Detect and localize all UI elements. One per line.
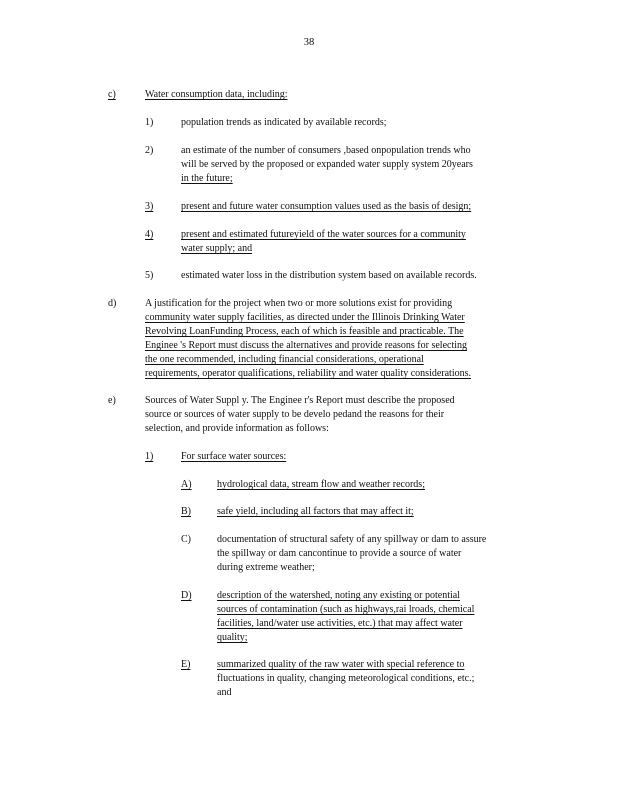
e-item-e-text: summarized quality of the raw water with special reference to fluctuations in quality, changing meteorological conditions, etc.; and — [217, 659, 475, 698]
section-c-label: c) — [108, 89, 116, 100]
c-item-4-label: 4) — [145, 229, 154, 240]
c-item-3-label: 3) — [145, 201, 154, 212]
section-e-text: Sources of Water Suppl y. The Enginee r's Report must describe the proposed source or sources of water supply to be develo pedand the reasons for their selection, and provide information as follows: — [145, 395, 455, 434]
e-sub-1-heading: For surface water sources: — [181, 451, 287, 462]
c-item-1-label: 1) — [145, 117, 154, 128]
c-item-3-text: present and future water consumption values used as the basis of design; — [181, 201, 472, 212]
c-item-1-text: population trends as indicated by available records; — [181, 117, 387, 128]
e-item-e-label: E) — [181, 659, 191, 670]
e-item-c-text: documentation of structural safety of any spillway or dam to assure the spillway or dam cancontinue to provide a source of water during extreme weather; — [217, 534, 487, 573]
section-d-text: A justification for the project when two or more solutions exist for providing community water supply facilities, as directed under the Illinois Drinking Water Revolving LoanFunding Process, each of which is feasible and practicable. The Enginee 's Report must discuss the alternatives and provide reasons for selecting the one recommended, including financial considerations, operational requirements, operator qualifications, reliability and water quality considerations. — [145, 298, 472, 379]
c-item-5-text: estimated water loss in the distribution system based on available records. — [181, 270, 477, 281]
c-item-4-text: present and estimated futureyield of the water sources for a community water supply; and — [181, 229, 466, 254]
e-item-a-text: hydrological data, stream flow and weather records; — [217, 479, 425, 490]
section-d-label: d) — [108, 298, 117, 309]
c-item-2-label: 2) — [145, 145, 154, 156]
e-item-b-text: safe yield, including all factors that may affect it; — [217, 506, 414, 517]
e-item-c-label: C) — [181, 534, 191, 545]
section-c-heading: Water consumption data, including: — [145, 89, 288, 100]
page-number: 38 — [303, 37, 315, 48]
e-sub-1-label: 1) — [145, 451, 154, 462]
c-item-2-text: an estimate of the number of consumers ,based onpopulation trends who will be served by the proposed or expanded water supply system 20years in the future; — [181, 145, 473, 184]
e-item-d-text: description of the watershed, noting any existing or potential sources of contamination (such as highways,rai lroads, chemical facilities, land/water use activities, etc.) that may affect water quality; — [217, 590, 475, 643]
e-item-b-label: B) — [181, 506, 191, 517]
e-item-a-label: A) — [181, 479, 192, 490]
e-item-d-label: D) — [181, 590, 192, 601]
c-item-5-label: 5) — [145, 270, 154, 281]
section-e-label: e) — [108, 395, 116, 406]
